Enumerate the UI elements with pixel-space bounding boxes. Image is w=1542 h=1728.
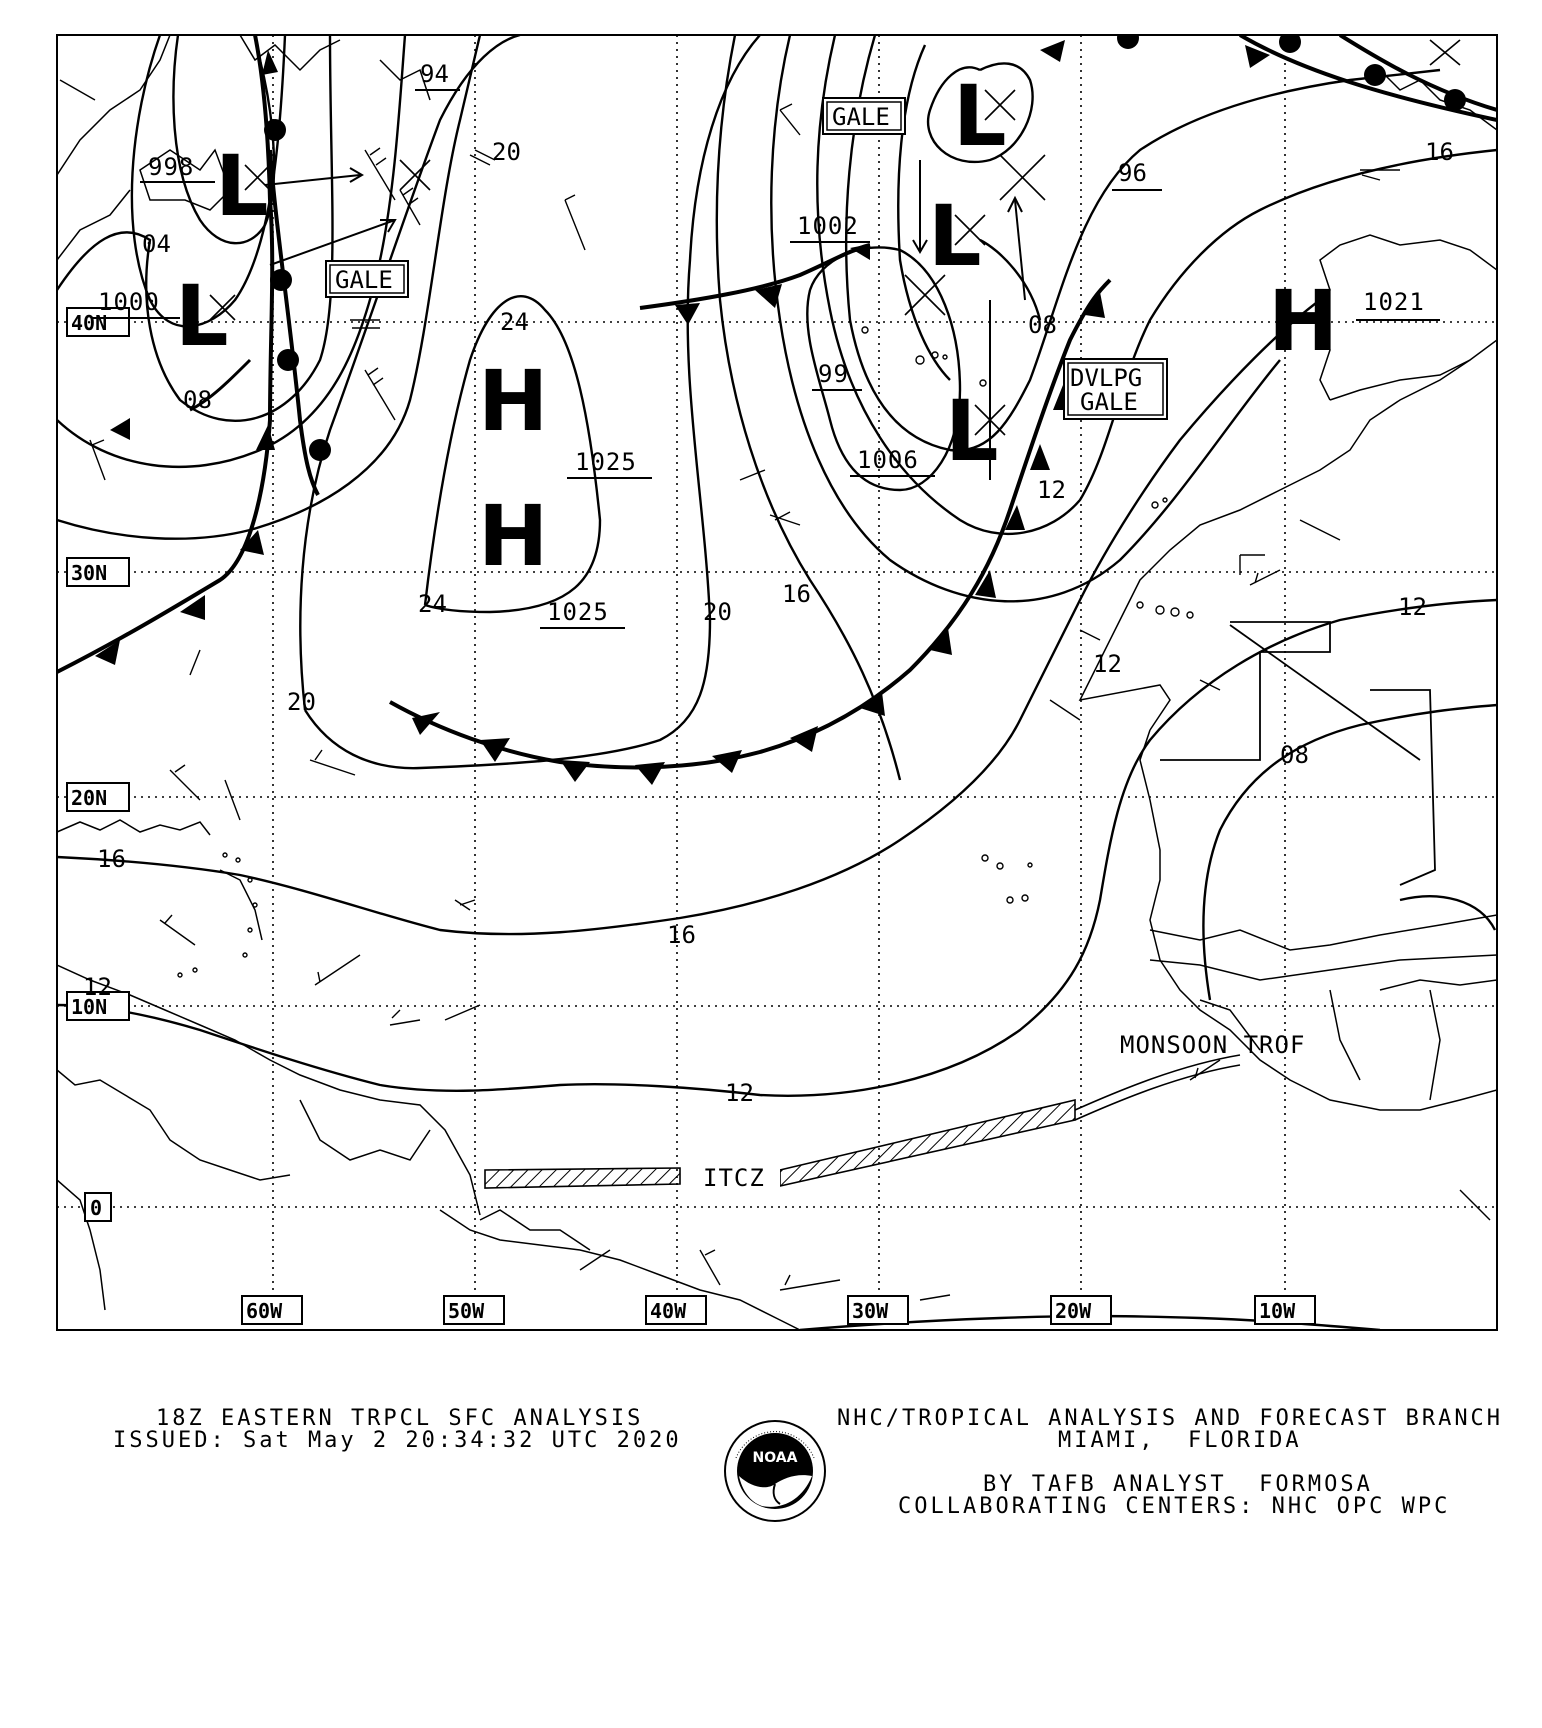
low-center-letter: L — [215, 137, 269, 235]
lon-label-50w: 50W — [448, 1299, 485, 1323]
lon-label-10w: 10W — [1259, 1299, 1296, 1323]
collaborating-centers: COLLABORATING CENTERS: NHC OPC WPC — [898, 1494, 1451, 1519]
isobar-label: 08 — [1280, 741, 1309, 769]
lat-label-0: 0 — [90, 1196, 103, 1220]
isobar-label: 16 — [782, 580, 811, 608]
high-center-letter: H — [478, 487, 549, 585]
low-center-letter: L — [953, 67, 1007, 165]
isobar-label: 12 — [83, 973, 112, 1001]
isobar-label: 08 — [183, 386, 212, 414]
isobar-label: 12 — [1037, 476, 1066, 504]
warning-label-line1: DVLPG — [1070, 364, 1143, 392]
isobar-label: 20 — [287, 688, 316, 716]
organization-name: NHC/TROPICAL ANALYSIS AND FORECAST BRANCH — [837, 1406, 1504, 1431]
warning-label: GALE — [832, 103, 890, 131]
high-center-letter: H — [1268, 272, 1339, 370]
isobar-label: 08 — [1028, 311, 1057, 339]
low-center-letter: L — [175, 267, 229, 365]
isobar-label: 04 — [142, 230, 171, 258]
isobar-label: 16 — [1425, 138, 1454, 166]
low-center-letter: L — [928, 187, 982, 285]
isobar-label: 20 — [703, 598, 732, 626]
lon-label-40w: 40W — [650, 1299, 687, 1323]
lat-label-30n: 30N — [71, 561, 108, 585]
noaa-logo — [722, 1418, 828, 1524]
lat-label-40n: 40N — [71, 311, 108, 335]
isobar-label: 12 — [1398, 593, 1427, 621]
organization-location: MIAMI, FLORIDA — [1058, 1428, 1302, 1453]
isobar-label: 12 — [1093, 650, 1122, 678]
lat-label-20n: 20N — [71, 786, 108, 810]
central-pressure: 1025 — [575, 448, 637, 476]
lon-label-20w: 20W — [1055, 1299, 1092, 1323]
analyst-credit: BY TAFB ANALYST FORMOSA — [983, 1472, 1373, 1497]
noaa-logo-text: NOAA — [752, 1450, 798, 1466]
low-center-letter: L — [945, 382, 999, 480]
isobar-label: 12 — [725, 1079, 754, 1107]
isobar-label: 16 — [667, 921, 696, 949]
itcz-label: ITCZ — [703, 1164, 765, 1192]
warning-label-line2: GALE — [1080, 388, 1138, 416]
isobar-label: 16 — [97, 845, 126, 873]
central-pressure: 1000 — [98, 288, 160, 316]
isobar-label: 20 — [492, 138, 521, 166]
monsoon-trough-label: MONSOON TROF — [1120, 1031, 1306, 1059]
isobar-label: 24 — [418, 590, 447, 618]
isobar-label: 24 — [500, 308, 529, 336]
product-title: 18Z EASTERN TRPCL SFC ANALYSIS — [156, 1406, 644, 1431]
central-pressure: 1002 — [797, 212, 859, 240]
lon-label-60w: 60W — [246, 1299, 283, 1323]
lon-label-30w: 30W — [852, 1299, 889, 1323]
central-pressure: 1006 — [857, 446, 919, 474]
isobar-label: 94 — [420, 60, 449, 88]
isobar-label: 96 — [1118, 159, 1147, 187]
issued-timestamp: ISSUED: Sat May 2 20:34:32 UTC 2020 — [113, 1428, 682, 1453]
central-pressure: 99 — [818, 360, 849, 388]
high-center-letter: H — [478, 352, 549, 450]
central-pressure: 998 — [148, 153, 195, 181]
central-pressure: 1021 — [1363, 288, 1425, 316]
central-pressure: 1025 — [547, 598, 609, 626]
warning-label: GALE — [335, 266, 393, 294]
lat-label-10n: 10N — [71, 995, 108, 1019]
